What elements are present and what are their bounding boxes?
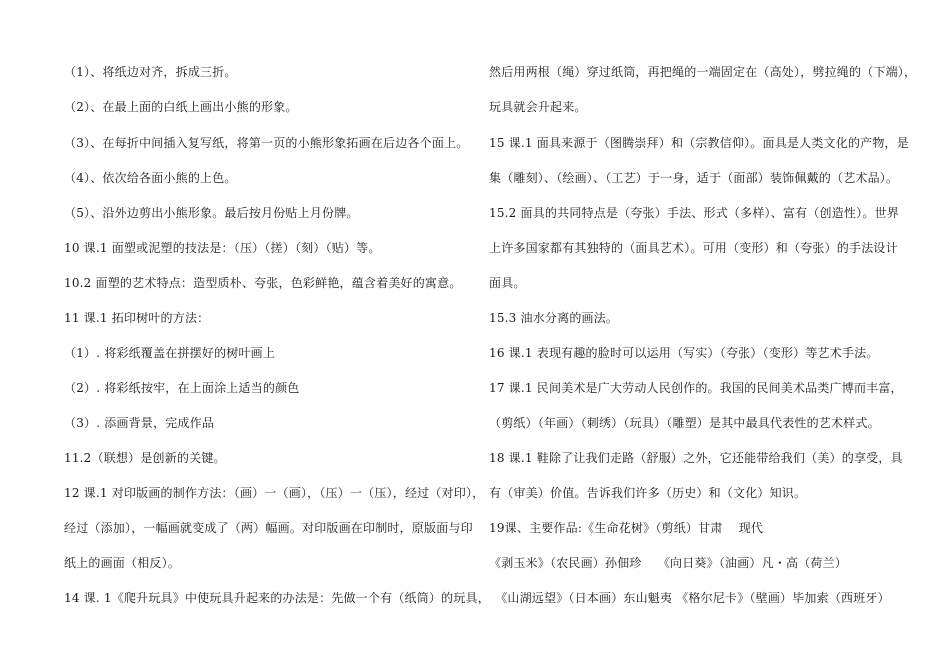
text-line: 经过（添加），一幅画就变成了（两）幅画。对印版画在印制时，原版面与印: [64, 521, 473, 535]
text-line: （1）. 将彩纸覆盖在拼摆好的树叶画上: [64, 346, 276, 360]
text-line: （3）、在每折中间插入复写纸，将第一页的小熊形象拓画在后边各个面上。: [64, 136, 469, 150]
text-line: （4）、依次给各面小熊的上色。: [64, 171, 237, 185]
text-line: 15.3 油水分离的画法。: [489, 311, 619, 325]
text-line: 12 课.1 对印版画的制作方法：（画）一（画），（压）一（压），经过（对印），: [64, 486, 485, 500]
text-line: 15 课.1 面具来源于（图腾崇拜）和（宗教信仰）。面具是人类文化的产物，是: [489, 136, 909, 150]
text-line: （2）、在最上面的白纸上画出小熊的形象。: [64, 100, 298, 114]
text-line: 14 课. 1《爬升玩具》中使玩具升起来的办法是：先做一个有（纸筒）的玩具，: [64, 591, 490, 605]
text-line: （剪纸）（年画）（刺绣）（玩具）（雕塑）是其中最具代表性的艺术样式。: [489, 416, 880, 430]
text-line: 《剥玉米》（农民画）孙佃珍 《向日葵》（油画）凡・高（荷兰）: [489, 556, 848, 570]
text-line: 10 课.1 面塑或泥塑的技法是：（压）（搓）（刻）（贴）等。: [64, 241, 381, 255]
text-line: 有（审美）价值。告诉我们许多（历史）和（文化）知识。: [489, 486, 807, 500]
text-line: （3）. 添画背景，完成作品: [64, 416, 215, 430]
text-line: 11.2（联想）是创新的关键。: [64, 451, 226, 465]
text-line: 18 课.1 鞋除了让我们走路（舒服）之外，它还能带给我们（美）的享受，具: [489, 451, 903, 465]
text-line: 16 课.1 表现有趣的脸时可以运用（写实）（夸张）（变形）等艺术手法。: [489, 346, 879, 360]
text-line: 《山湖远望》（日本画）东山魁夷 《格尔尼卡》（壁画）毕加索（西班牙）: [489, 591, 890, 605]
text-line: 上许多国家都有其独特的（面具艺术）。可用（变形）和（夸张）的手法设计: [489, 241, 898, 255]
text-line: 17 课.1 民间美术是广大劳动人民创作的。我国的民间美术品类广博而丰富，: [489, 381, 903, 395]
text-line: （5）、沿外边剪出小熊形象。最后按月份贴上月份牌。: [64, 206, 359, 220]
text-line: （2）. 将彩纸按牢，在上面涂上适当的颜色: [64, 381, 300, 395]
text-line: 然后用两根（绳）穿过纸筒，再把绳的一端固定在（高处），劈拉绳的（下端），: [489, 65, 917, 79]
text-line: 纸上的画面（相反）。: [64, 556, 181, 570]
text-line: 集（雕刻）、（绘画）、（工艺）于一身，适于（面部）装饰佩戴的（艺术品）。: [489, 171, 899, 185]
text-line: 玩具就会升起来。: [489, 100, 587, 114]
text-line: （1）、将纸边对齐，拆成三折。: [64, 65, 237, 79]
text-line: 19课、主要作品:《生命花树》（剪纸）甘肃 现代: [489, 521, 764, 535]
text-line: 11 课.1 拓印树叶的方法：: [64, 311, 210, 325]
text-line: 15.2 面具的共同特点是（夸张）手法、形式（多样）、富有（创造性）。世界: [489, 206, 899, 220]
text-line: 10.2 面塑的艺术特点：造型质朴、夸张，色彩鲜艳，蕴含着美好的寓意。: [64, 276, 462, 290]
text-line: 面具。: [489, 276, 526, 290]
